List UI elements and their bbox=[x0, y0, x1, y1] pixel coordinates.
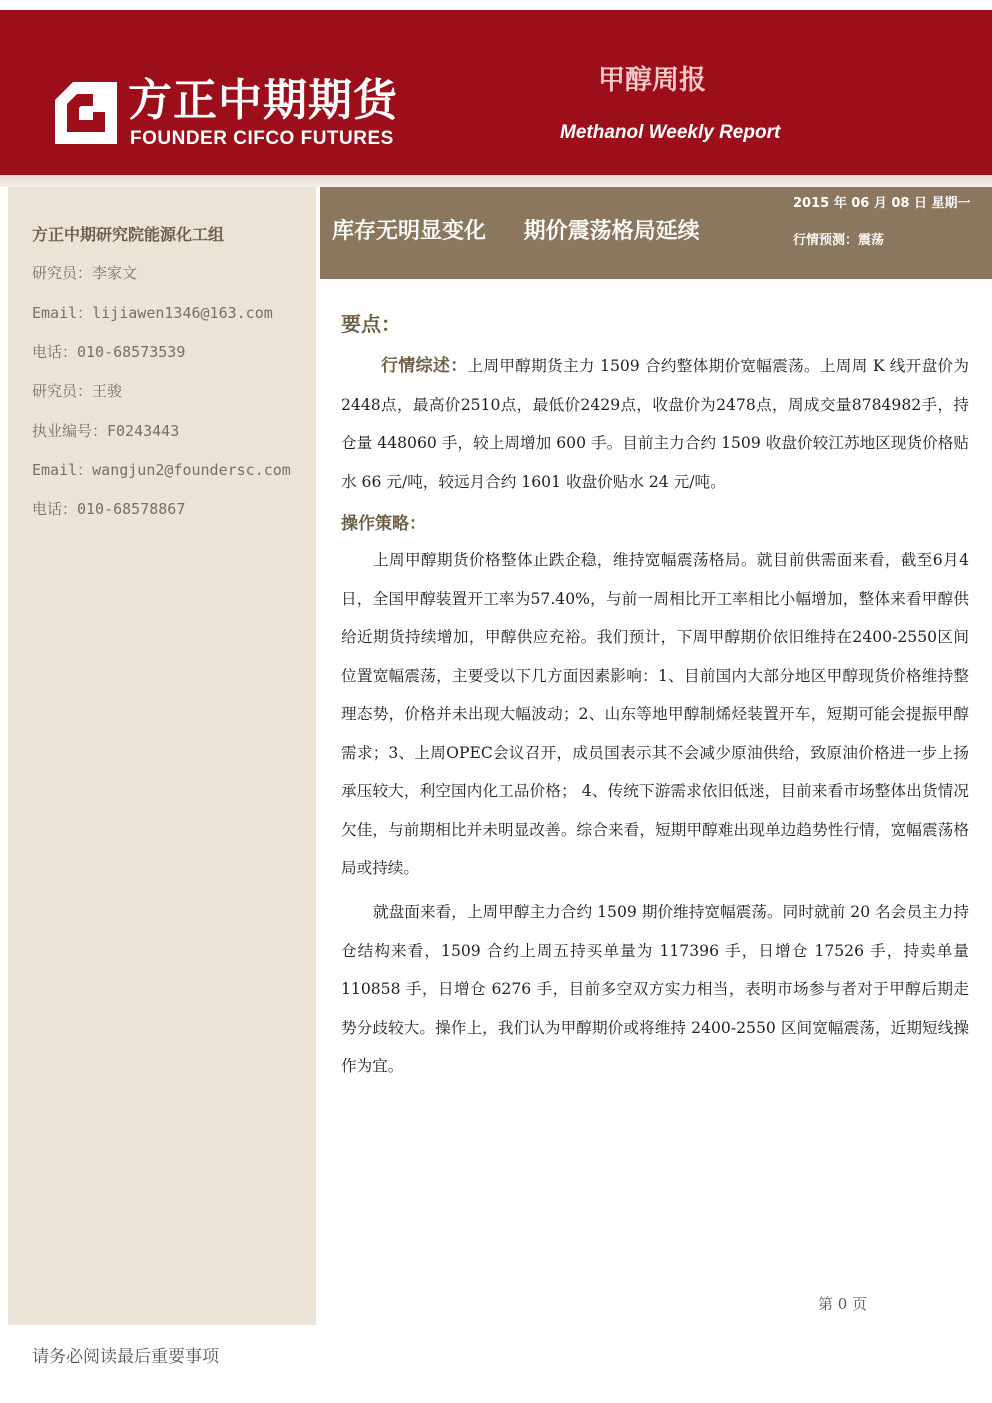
disclaimer-note: 请务必阅读最后重要事项 bbox=[32, 1347, 219, 1367]
company-name-cn: 方正中期期货 bbox=[128, 75, 398, 126]
market-forecast: 行情预测：震荡 bbox=[793, 233, 885, 248]
headline: 库存无明显变化 期价震荡格局延续 bbox=[332, 219, 700, 244]
market-review-label: 行情综述： bbox=[381, 356, 468, 376]
header-divider bbox=[0, 175, 992, 187]
report-title-cn: 甲醇周报 bbox=[598, 65, 706, 96]
analyst-1-email: Email：lijiawen1346@163.com bbox=[32, 304, 273, 322]
company-name-en: FOUNDER CIFCO FUTURES bbox=[130, 128, 394, 149]
page-number: 第 0 页 bbox=[818, 1295, 868, 1313]
strategy-paragraph-1: 上周甲醇期货价格整体止跌企稳，维持宽幅震荡格局。就目前供需面来看，截至6月4日，全国甲醇装置开工率为57.40%，与前一周相比开工率相比小幅增加，整体来看甲醇供给近期货持续增加，甲醇供应充裕。我们预计，下周甲醇期价依旧维持在2400-2550区间位置宽幅震荡，主要受以下几方面因素影响：1、目前国内大部分地区甲醇现货价格维持整理态势，价格并未出现大幅波动；2、山东等地甲醇制烯烃装置开车，短期可能会提振甲醇需求；3、上周OPEC会议召开，成员国表示其不会减少原油供给，致原油价格进一步上扬承压较大，利空国内化工品价格； 4、传统下游需求依旧低迷，目前来看市场整体出货情况欠佳，与前期相比并未明显改善。综合来看，短期甲醇难出现单边趋势性行情，宽幅震荡格局或持续。 bbox=[341, 551, 969, 877]
analyst-2-license: 执业编号：F0243443 bbox=[32, 422, 180, 440]
market-review-paragraph bbox=[341, 347, 969, 501]
report-date: 2015 年 06 月 08 日 星期一 bbox=[793, 196, 971, 211]
strategy-heading: 操作策略： bbox=[341, 514, 426, 534]
strategy-paragraph-2: 就盘面来看，上周甲醇主力合约 1509 期价维持宽幅震荡。同时就前 20 名会员主力持仓结构来看，1509 合约上周五持买单量为 117396 手，日增仓 17526 手，持卖单量 110858 手，日增仓 6276 手，目前多空双方实力相当，表明市场参与者对于甲醇后期走势分歧较大。操作上，我们认为甲醇期价或将维持 2400-2550 区间宽幅震荡，近期短线操作为宜。 bbox=[341, 903, 969, 1075]
market-review-text: 上周甲醇期货主力 1509 合约整体期价宽幅震荡。上周周 K 线开盘价为2448点，最高价2510点，最低价2429点，收盘价为2478点，周成交量8784982手，持仓量 448060 手，较上周增加 600 手。目前主力合约 1509 收盘价较江苏地区现货价格贴水 66 元/吨，较远月合约 1601 收盘价贴水 24 元/吨。 bbox=[341, 357, 969, 491]
analyst-1-phone: 电话：010-68573539 bbox=[32, 343, 186, 361]
analyst-1-name: 研究员：李家文 bbox=[32, 264, 138, 282]
analyst-2-email: Email：wangjun2@foundersc.com bbox=[32, 461, 291, 479]
founder-logo-icon bbox=[55, 82, 117, 144]
key-points-heading: 要点： bbox=[341, 312, 401, 336]
report-title-en: Methanol Weekly Report bbox=[560, 122, 781, 143]
research-group-title: 方正中期研究院能源化工组 bbox=[32, 225, 225, 244]
analyst-2-phone: 电话：010-68578867 bbox=[32, 500, 186, 518]
analyst-2-name: 研究员：王骏 bbox=[32, 382, 123, 400]
